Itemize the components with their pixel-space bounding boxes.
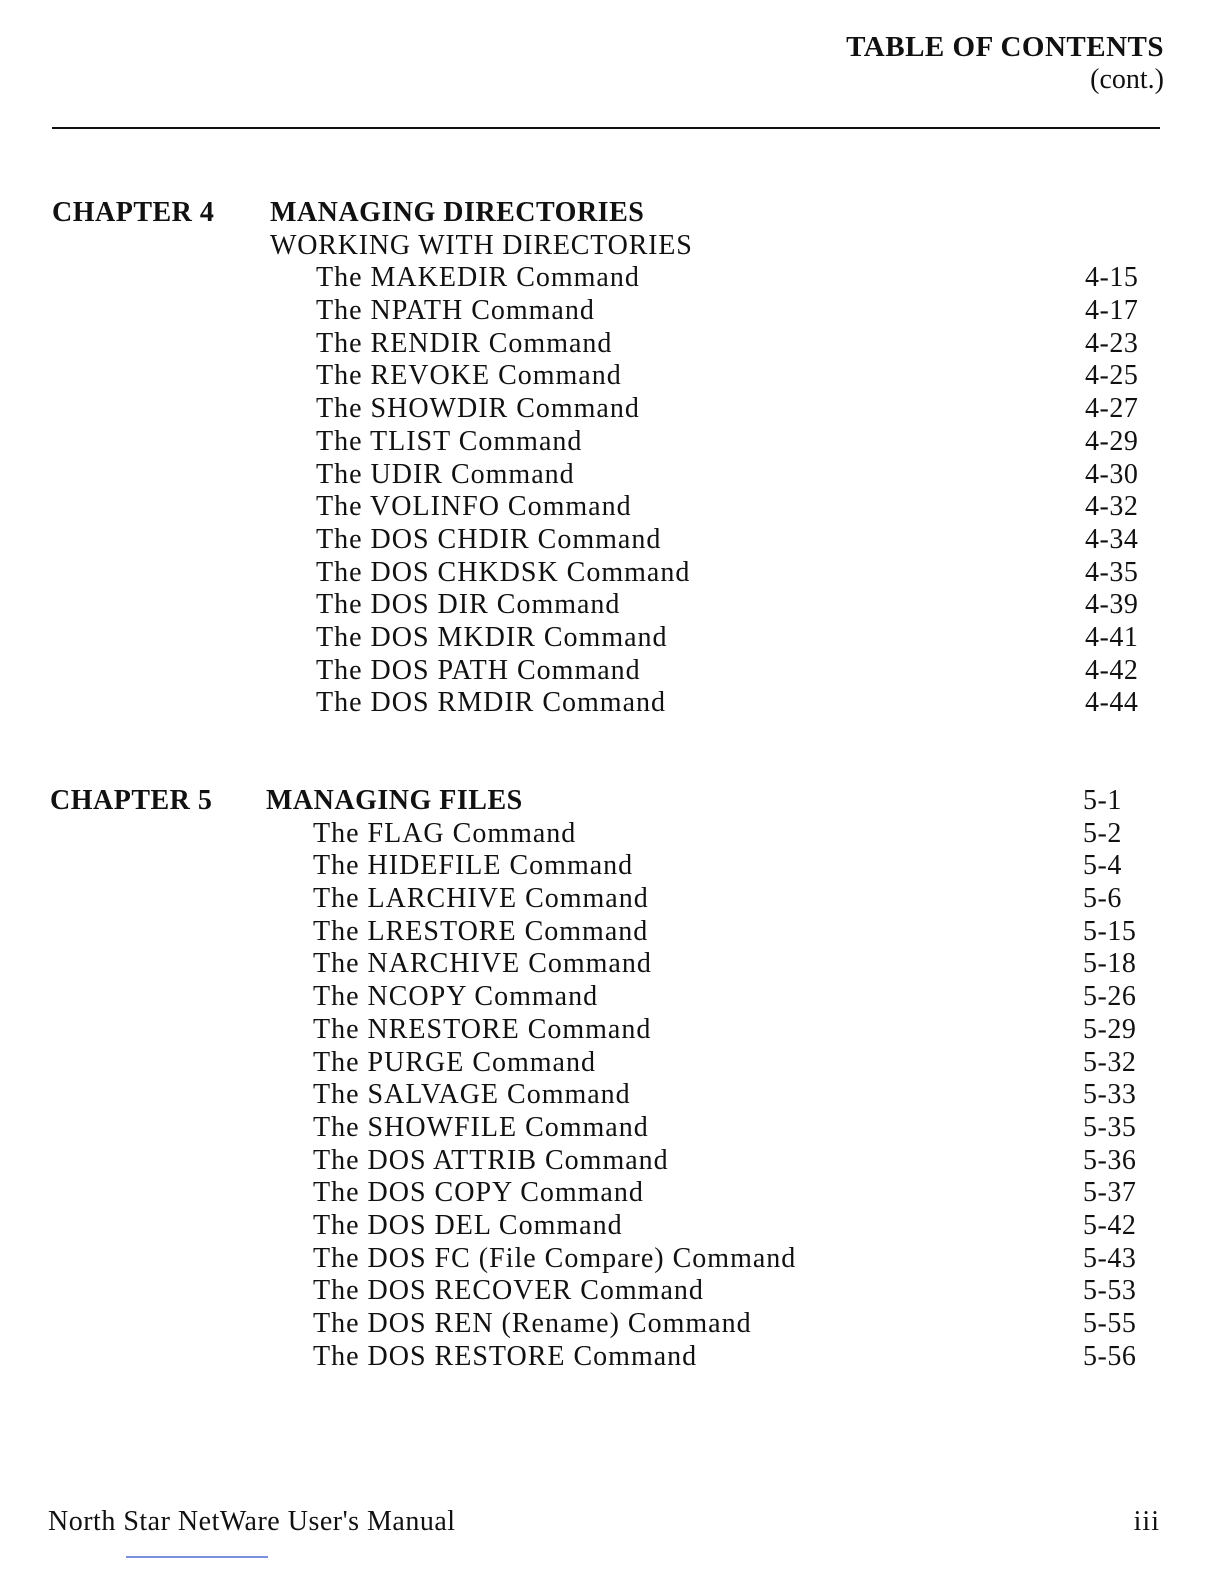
toc-entry-page: 4-30 bbox=[1085, 458, 1139, 490]
toc-entry-page: 4-44 bbox=[1085, 687, 1139, 719]
toc-entry-page: 5-42 bbox=[1083, 1209, 1137, 1241]
toc-entry-page: 5-26 bbox=[1083, 981, 1137, 1013]
toc-entry bbox=[0, 491, 1224, 524]
toc-entry-title: The DOS RMDIR Command bbox=[316, 687, 666, 719]
toc-entry-page: 5-35 bbox=[1083, 1111, 1137, 1143]
toc-entry-page: 4-25 bbox=[1085, 360, 1139, 392]
toc-entry-page: 4-29 bbox=[1085, 425, 1139, 457]
toc-entry-title: The VOLINFO Command bbox=[316, 491, 632, 523]
toc-entry-title: The SHOWFILE Command bbox=[313, 1111, 649, 1143]
toc-entry-page: 4-27 bbox=[1085, 393, 1139, 425]
toc-entry-title: The DOS DIR Command bbox=[316, 589, 621, 621]
toc-entry bbox=[0, 524, 1224, 557]
toc-entry-title: The DOS FC (File Compare) Command bbox=[313, 1242, 797, 1274]
toc-entry-page: 5-2 bbox=[1083, 817, 1122, 849]
toc-entry bbox=[0, 426, 1224, 459]
toc-entry-page: 5-33 bbox=[1083, 1079, 1137, 1111]
toc-entry-title: The LRESTORE Command bbox=[313, 915, 649, 947]
toc-entry bbox=[0, 589, 1224, 622]
toc-entry-page: 4-15 bbox=[1085, 262, 1139, 294]
toc-entry-title: The RENDIR Command bbox=[316, 327, 613, 359]
toc-entry-page: 5-29 bbox=[1083, 1013, 1137, 1045]
toc-entry-title: The SHOWDIR Command bbox=[316, 393, 640, 425]
toc-entry bbox=[0, 883, 1224, 916]
toc-entry bbox=[0, 1145, 1224, 1178]
chapter-heading bbox=[0, 197, 1224, 230]
toc-entry bbox=[0, 360, 1224, 393]
toc-entry bbox=[0, 393, 1224, 426]
toc-entry-title: The NRESTORE Command bbox=[313, 1013, 652, 1045]
toc-entry-title: The DOS COPY Command bbox=[313, 1177, 644, 1209]
toc-entry-page: 4-39 bbox=[1085, 589, 1139, 621]
toc-entry-page: 4-17 bbox=[1085, 295, 1139, 327]
toc-entry bbox=[0, 1210, 1224, 1243]
toc-entry bbox=[0, 948, 1224, 981]
section-title: WORKING WITH DIRECTORIES bbox=[270, 229, 693, 261]
toc-entry bbox=[0, 328, 1224, 361]
toc-entry-title: The DOS ATTRIB Command bbox=[313, 1144, 669, 1176]
header-rule bbox=[52, 127, 1160, 129]
toc-entry-page: 4-35 bbox=[1085, 556, 1139, 588]
toc-entry-title: The DOS RECOVER Command bbox=[313, 1275, 704, 1307]
scan-mark bbox=[126, 1556, 268, 1558]
toc-entry-title: The HIDEFILE Command bbox=[313, 850, 634, 882]
chapter-heading bbox=[0, 785, 1224, 818]
toc-entry-page: 4-23 bbox=[1085, 327, 1139, 359]
chapter-4-section bbox=[0, 197, 1224, 720]
page-header bbox=[846, 30, 1164, 96]
toc-entry bbox=[0, 687, 1224, 720]
toc-entry-page: 5-6 bbox=[1083, 883, 1122, 915]
page-footer bbox=[48, 1506, 1160, 1540]
chapter-title: MANAGING DIRECTORIES bbox=[270, 197, 645, 228]
toc-entry bbox=[0, 1341, 1224, 1374]
toc-entry-page: 5-56 bbox=[1083, 1340, 1137, 1372]
toc-entry-page: 4-32 bbox=[1085, 491, 1139, 523]
toc-entry-page: 5-18 bbox=[1083, 948, 1137, 980]
chapter-title: MANAGING FILES bbox=[266, 785, 523, 816]
toc-entry bbox=[0, 850, 1224, 883]
toc-entry-title: The FLAG Command bbox=[313, 817, 577, 849]
chapter-4-entries bbox=[0, 262, 1224, 720]
toc-entry-page: 4-42 bbox=[1085, 654, 1139, 686]
toc-entry-page: 5-37 bbox=[1083, 1177, 1137, 1209]
toc-entry-page: 4-41 bbox=[1085, 621, 1139, 653]
toc-entry-title: The MAKEDIR Command bbox=[316, 262, 640, 294]
manual-title: North Star NetWare User's Manual bbox=[48, 1506, 456, 1537]
toc-entry bbox=[0, 1308, 1224, 1341]
chapter-5-section bbox=[0, 785, 1224, 1373]
chapter-page-number: 5-1 bbox=[1083, 785, 1122, 816]
toc-entry bbox=[0, 295, 1224, 328]
chapter-label: CHAPTER 4 bbox=[52, 197, 215, 228]
page-subtitle: (cont.) bbox=[1090, 64, 1164, 95]
toc-entry-page: 5-55 bbox=[1083, 1308, 1137, 1339]
toc-entry-title: The REVOKE Command bbox=[316, 360, 622, 392]
toc-entry bbox=[0, 655, 1224, 688]
toc-entry-title: The DOS PATH Command bbox=[316, 654, 641, 686]
toc-entry bbox=[0, 459, 1224, 492]
toc-entry bbox=[0, 262, 1224, 295]
toc-entry-title: The DOS RESTORE Command bbox=[313, 1340, 698, 1372]
toc-entry bbox=[0, 1047, 1224, 1080]
toc-entry-page: 4-34 bbox=[1085, 523, 1139, 555]
toc-entry-page: 5-53 bbox=[1083, 1275, 1137, 1307]
toc-entry-title: The NCOPY Command bbox=[313, 981, 599, 1013]
toc-entry-title: The UDIR Command bbox=[316, 458, 575, 490]
toc-entry-page: 5-43 bbox=[1083, 1242, 1137, 1274]
toc-entry bbox=[0, 981, 1224, 1014]
toc-entry bbox=[0, 557, 1224, 590]
toc-entry-title: The NARCHIVE Command bbox=[313, 948, 652, 980]
toc-entry bbox=[0, 1079, 1224, 1112]
toc-entry bbox=[0, 1112, 1224, 1145]
toc-entry-title: The DOS DEL Command bbox=[313, 1209, 623, 1241]
toc-entry-title: The LARCHIVE Command bbox=[313, 883, 649, 915]
chapter-5-entries bbox=[0, 818, 1224, 1374]
chapter-label: CHAPTER 5 bbox=[50, 785, 213, 816]
toc-entry-title: The DOS MKDIR Command bbox=[316, 621, 668, 653]
toc-entry-title: The TLIST Command bbox=[316, 425, 583, 457]
toc-entry bbox=[0, 1275, 1224, 1308]
section-heading bbox=[0, 230, 1224, 263]
toc-entry-page: 5-15 bbox=[1083, 915, 1137, 947]
toc-entry-title: The NPATH Command bbox=[316, 295, 595, 327]
page-title: TABLE OF CONTENTS bbox=[846, 31, 1164, 63]
toc-entry bbox=[0, 1177, 1224, 1210]
toc-entry-page: 5-4 bbox=[1083, 850, 1122, 882]
toc-entry-title: The DOS CHDIR Command bbox=[316, 523, 662, 555]
toc-entry bbox=[0, 1243, 1224, 1276]
toc-entry bbox=[0, 818, 1224, 851]
toc-entry-title: The DOS CHKDSK Command bbox=[316, 556, 691, 588]
toc-entry bbox=[0, 1014, 1224, 1047]
toc-entry-page: 5-36 bbox=[1083, 1144, 1137, 1176]
toc-entry-title: The SALVAGE Command bbox=[313, 1079, 631, 1111]
toc-entry bbox=[0, 916, 1224, 949]
toc-entry-page: 5-32 bbox=[1083, 1046, 1137, 1078]
toc-entry-title: The PURGE Command bbox=[313, 1046, 596, 1078]
toc-entry-title: The DOS REN (Rename) Command bbox=[313, 1308, 752, 1339]
toc-entry bbox=[0, 622, 1224, 655]
page-number: iii bbox=[1133, 1506, 1160, 1537]
